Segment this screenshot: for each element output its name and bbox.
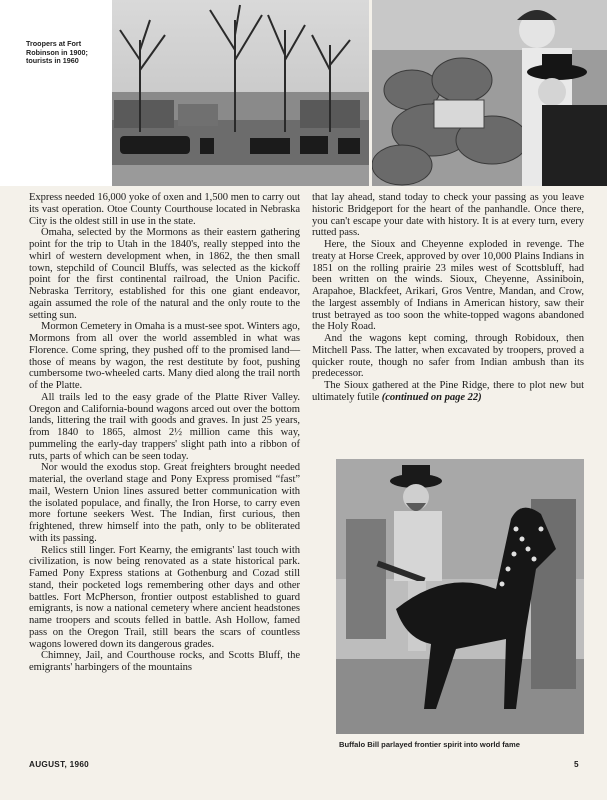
article-right-column [312,192,584,404]
paragraph: Chimney, Jail, and Courthouse rocks, and Scotts Bluff, the emigrants' harbingers of the mountains [29,650,300,673]
troopers-photo [0,0,369,186]
troopers-photo-art [0,0,369,186]
continued-link[interactable]: (continued on page 22) [381,391,482,403]
tourists-photo-art [372,0,607,186]
paragraph: Relics still linger. Fort Kearny, the emigrants' last touch with civilization, is now being renovated as a state historical park. Famed Pony Express stations at Gothenburg and Cozad still stand, their pocketed logs remembering other days and other battles. Fort McPherson, frontier outpost established to guard emigrants, is now a national cemetery where ancient headstones name troopers and scouts felled in battle. Ash Hollow, famed pass on the Oregon Trail, still bears the scars of countless wagons lowered down its dangerous grades. [29,544,300,650]
buffalo-bill-photo [336,459,584,734]
paragraph: Here, the Sioux and Cheyenne exploded in revenge. The treaty at Horse Creek, approved by over 10,000 Plains Indians in 1851 on the rolling prairie 23 miles west of Scottsbluff, had been written on the winds. Sioux, Cheyenne, Assiniboin, Arapahoe, Blackfeet, Arikari, Gros Ventre, Mandan, and Crow, the largest assembly of Indians in American history, saw their trust betrayed as too soon the white-topped wagons abandoned the Holy Road. [312,239,584,333]
paragraph: Express needed 16,000 yoke of oxen and 1,500 men to carry out its vast operation. Otoe County Courthouse located in Nebraska City is the oldest still in use in the state. [29,192,300,227]
article-left-column [29,192,300,674]
paragraph: Nor would the exodus stop. Great freighters brought needed material, the overland stage and Pony Express promised “fast” mail, Western Union lines assured better communication with the isolated populace, and finally, the Iron Horse, to carry even more fortune seekers West. The Indian, first curious, then frightened, threw himself into the path, only to be obliterated with its passing. [29,462,300,544]
tourists-photo [372,0,607,186]
paragraph: Mormon Cemetery in Omaha is a must-see spot. Winters ago, Mormons from all over the world assembled in what was Florence. Come spring, they pushed off to the promised land—those of means by wagon, the rest destitute by foot, pushing cumbersome two-wheeled carts. Many died along the trail north of the Platte. [29,321,300,391]
paragraph-text: The Sioux gathered at the Pine Ridge, there to plot new but ultimately futile [312,380,584,403]
paragraph: that lay ahead, stand today to check your passing as you leave historic Bridgeport for the heart of the panhandle. Once there, you can't escape your date with history. It is at every turn, every rutted pass. [312,192,584,239]
paragraph [312,380,584,404]
paragraph: All trails led to the easy grade of the Platte River Valley. Oregon and California-bound wagons arced out over the bottom lands, littering the trail with goods and graves. In just 25 years, from 1840 to 1865, almost 2½ million came this way, pummeling the early-day trappers' slight path into a ribbon of ruts, parts of which can be seen today. [29,391,300,462]
paragraph: And the wagons kept coming, through Robidoux, then Mitchell Pass. The latter, when excavated by troopers, proved a quicker route, though no safer from Indian ambush than its predecessor. [312,333,584,380]
troopers-caption: Troopers at Fort Robinson in 1900; tourists in 1960 [26,39,88,66]
page-number: 5 [574,760,579,769]
buffalo-bill-caption: Buffalo Bill parlayed frontier spirit into world fame [339,740,521,749]
paragraph: Omaha, selected by the Mormons as their eastern gathering point for the trip to Utah in the 1840's, really stepped into the whirl of western development when, in 1862, the then small town, stepchild of Council Bluffs, was selected as the kickoff point for the first continental railroad, the Union Pacific. Nebraska Territory, established for this one giant endeavor, again assumed the role of the natural and the only route to the setting sun. [29,227,300,321]
buffalo-bill-photo-art [336,459,584,734]
footer-date: AUGUST, 1960 [29,760,90,769]
